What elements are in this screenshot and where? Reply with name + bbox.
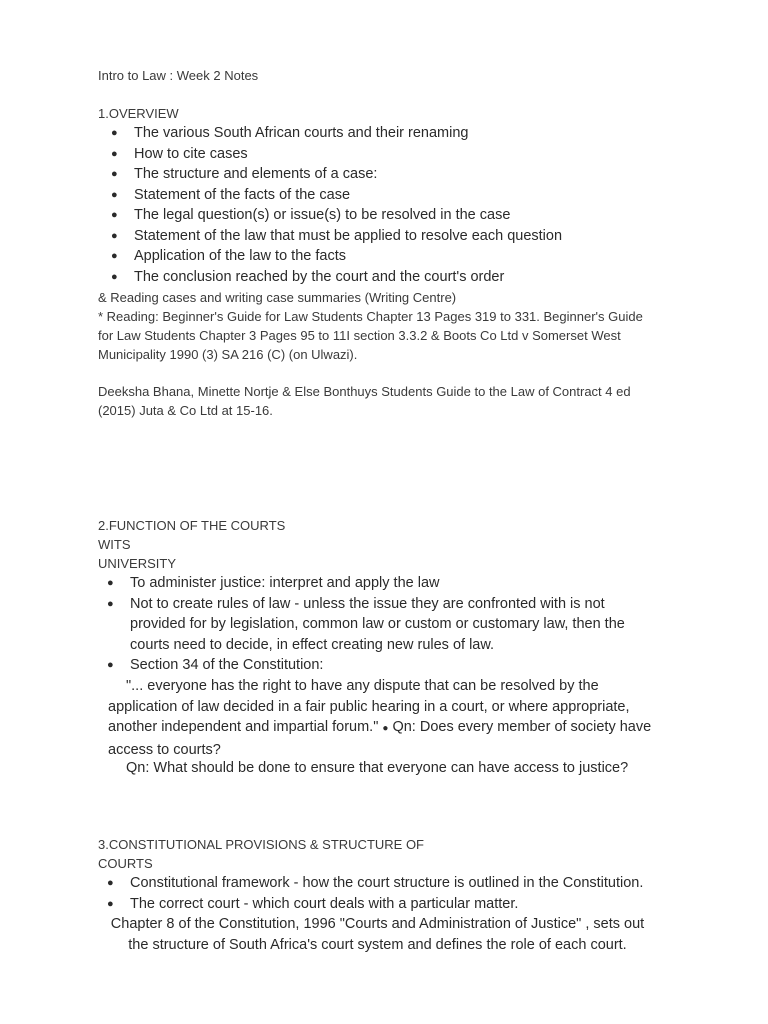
question-1: Qn: Does every member of society have access to courts? — [108, 719, 652, 758]
list-item: ● The structure and elements of a case: — [134, 164, 674, 185]
citation: Deeksha Bhana, Minette Nortje & Else Bonthuys Students Guide to the Law of Contract 4 ed (2015) Juta & Co Ltd at 15-16. — [98, 384, 631, 418]
list-item: ● Application of the law to the facts — [134, 246, 674, 267]
bullet-icon: ● — [107, 659, 114, 671]
bullet-icon: ● — [107, 897, 114, 910]
function-bullet-list — [107, 573, 655, 676]
list-item: ● Not to create rules of law - unless the issue they are confronted with is not provided for by legislation, common law or custom or customary law, then the courts need to decide, in effect creating new rules of law. — [107, 595, 625, 653]
list-item: ● Constitutional framework - how the court structure is outlined in the Constitution. — [130, 873, 690, 894]
bullet-icon: ● — [111, 209, 118, 221]
section-2-heading: 2.FUNCTION OF THE COURTS — [98, 518, 286, 533]
section-2-subheading-wits: WITS — [98, 537, 131, 552]
bullet-icon: ● — [111, 270, 118, 283]
chapter-8-paragraph: Chapter 8 of the Constitution, 1996 "Courts and Administration of Justice" , sets out the structure of South Africa's court system and defines the role of each court. — [110, 916, 645, 953]
bullet-icon: ● — [111, 168, 118, 180]
bullet-icon: ● — [111, 229, 118, 242]
bullet-icon: ● — [107, 877, 114, 889]
bullet-icon: ● — [111, 250, 118, 262]
constitution-quote: "... everyone has the right to have any dispute that can be resolved by the application of law decided in a fair public hearing in a court, or where appropriate, another independent and impartial forum." ● Qn: Does every member of society have access to courts? — [108, 678, 652, 758]
list-item: ● To administer justice: interpret and apply the law — [130, 573, 655, 594]
bullet-icon: ● — [107, 577, 114, 589]
section-3-heading-line-2: COURTS — [98, 856, 153, 871]
section-2-subheading-university: UNIVERSITY — [98, 556, 177, 571]
list-item: ● The correct court - which court deals with a particular matter. — [130, 894, 690, 915]
list-item: ● The conclusion reached by the court and the court's order — [134, 267, 674, 288]
bullet-icon: ● — [111, 147, 118, 160]
list-item: ● Section 34 of the Constitution: — [130, 655, 655, 676]
bullet-icon: ● — [107, 597, 114, 610]
list-item: ● Statement of the law that must be applied to resolve each question — [134, 226, 674, 247]
constitution-bullet-list — [107, 873, 690, 914]
list-item: ● The legal question(s) or issue(s) to be resolved in the case — [134, 205, 674, 226]
bullet-icon: ● — [111, 188, 118, 201]
reading-note: * Reading: Beginner's Guide for Law Students Chapter 13 Pages 319 to 331. Beginner's Guide for Law Students Chapter 3 Pages 95 to 11I section 3.3.2 & Boots Co Ltd v Somerset West Municipality 1990 (3) SA 216 (C) (on Ulwazi). — [98, 309, 643, 362]
reading-line: & Reading cases and writing case summaries (Writing Centre) — [98, 290, 457, 305]
list-item: ● The various South African courts and their renaming — [134, 123, 674, 144]
question-2: Qn: What should be done to ensure that everyone can have access to justice? — [126, 760, 629, 776]
bullet-icon: ● — [111, 127, 118, 139]
bullet-icon: ● — [382, 723, 389, 734]
list-item: ● How to cite cases — [134, 144, 674, 165]
overview-bullet-list — [111, 123, 674, 287]
list-item: ● Statement of the facts of the case — [134, 185, 674, 206]
section-1-heading: 1.OVERVIEW — [98, 106, 179, 121]
section-3-heading-line-1: 3.CONSTITUTIONAL PROVISIONS & STRUCTURE OF — [98, 837, 424, 852]
document-title: Intro to Law : Week 2 Notes — [98, 68, 259, 83]
